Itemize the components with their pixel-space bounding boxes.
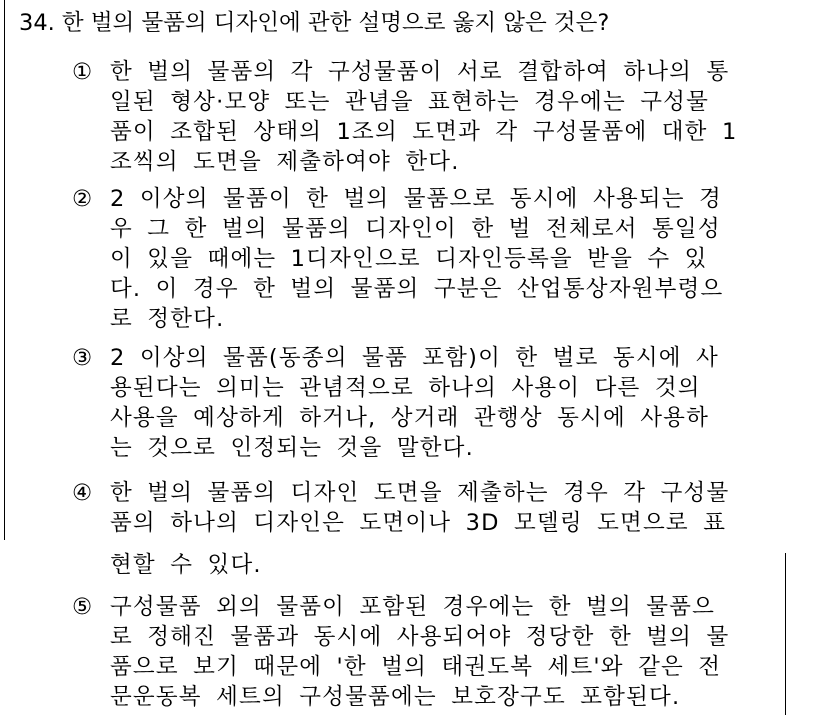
option-5[interactable] bbox=[72, 592, 729, 712]
option-3-line-1: 2 이상의 물품(동종의 물품 포함)이 한 벌로 동시에 사 bbox=[110, 345, 719, 371]
option-4-continuation bbox=[72, 550, 262, 580]
option-3-number: ③ bbox=[72, 345, 93, 371]
option-5-line-2: 로 정해진 물품과 동시에 사용되어야 정당한 한 벌의 물 bbox=[110, 624, 730, 650]
option-5-line-4: 문운동복 세트의 구성물품에는 보호장구도 포함된다. bbox=[110, 684, 681, 710]
option-2-line-2: 우 그 한 벌의 물품의 디자인이 한 벌 전체로서 통일성 bbox=[110, 216, 721, 242]
option-2-line-5: 로 정한다. bbox=[110, 306, 225, 332]
right-border-line bbox=[785, 553, 786, 715]
option-1-line-4: 조씩의 도면을 제출하여야 한다. bbox=[110, 149, 460, 175]
option-5-number: ⑤ bbox=[72, 594, 93, 620]
option-4-number: ④ bbox=[72, 480, 93, 506]
left-border-line bbox=[4, 0, 5, 540]
option-1-line-1: 한 벌의 물품의 각 구성물품이 서로 결합하여 하나의 통 bbox=[110, 59, 730, 85]
option-1[interactable] bbox=[72, 57, 737, 177]
option-4[interactable] bbox=[72, 478, 729, 538]
option-4-line-2: 품의 하나의 디자인은 도면이나 3D 모델링 도면으로 표 bbox=[110, 510, 727, 536]
option-2-line-4: 다. 이 경우 한 벌의 물품의 구분은 산업통상자원부령으 bbox=[110, 276, 724, 302]
option-4-line-1: 한 벌의 물품의 디자인 도면을 제출하는 경우 각 구성물 bbox=[110, 480, 730, 506]
option-3-line-2: 용된다는 의미는 관념적으로 하나의 사용이 다른 것의 bbox=[110, 375, 701, 401]
option-1-number: ① bbox=[72, 59, 93, 85]
option-3-line-4: 는 것으로 인정되는 것을 말한다. bbox=[110, 435, 474, 461]
option-5-line-1: 구성물품 외의 물품이 포함된 경우에는 한 벌의 물품으 bbox=[110, 594, 716, 620]
option-2-number: ② bbox=[72, 186, 93, 212]
option-5-line-3: 품으로 보기 때문에 '한 벌의 태권도복 세트'와 같은 전 bbox=[110, 654, 722, 680]
option-2-line-1: 2 이상의 물품이 한 벌의 물품으로 동시에 사용되는 경 bbox=[110, 186, 722, 212]
option-1-line-3: 품이 조합된 상태의 1조의 도면과 각 구성물품에 대한 1 bbox=[110, 119, 738, 145]
option-3[interactable] bbox=[72, 343, 719, 463]
question-stem: 34. 한 벌의 물품의 디자인에 관한 설명으로 옳지 않은 것은? bbox=[19, 10, 610, 36]
option-3-line-3: 사용을 예상하게 하거나, 상거래 관행상 동시에 사용하 bbox=[110, 405, 710, 431]
option-2[interactable] bbox=[72, 184, 723, 334]
option-4-line-3: 현할 수 있다. bbox=[110, 552, 262, 578]
option-2-line-3: 이 있을 때에는 1디자인으로 디자인등록을 받을 수 있 bbox=[110, 246, 708, 272]
option-1-line-2: 일된 형상·모양 또는 관념을 표현하는 경우에는 구성물 bbox=[110, 89, 710, 115]
